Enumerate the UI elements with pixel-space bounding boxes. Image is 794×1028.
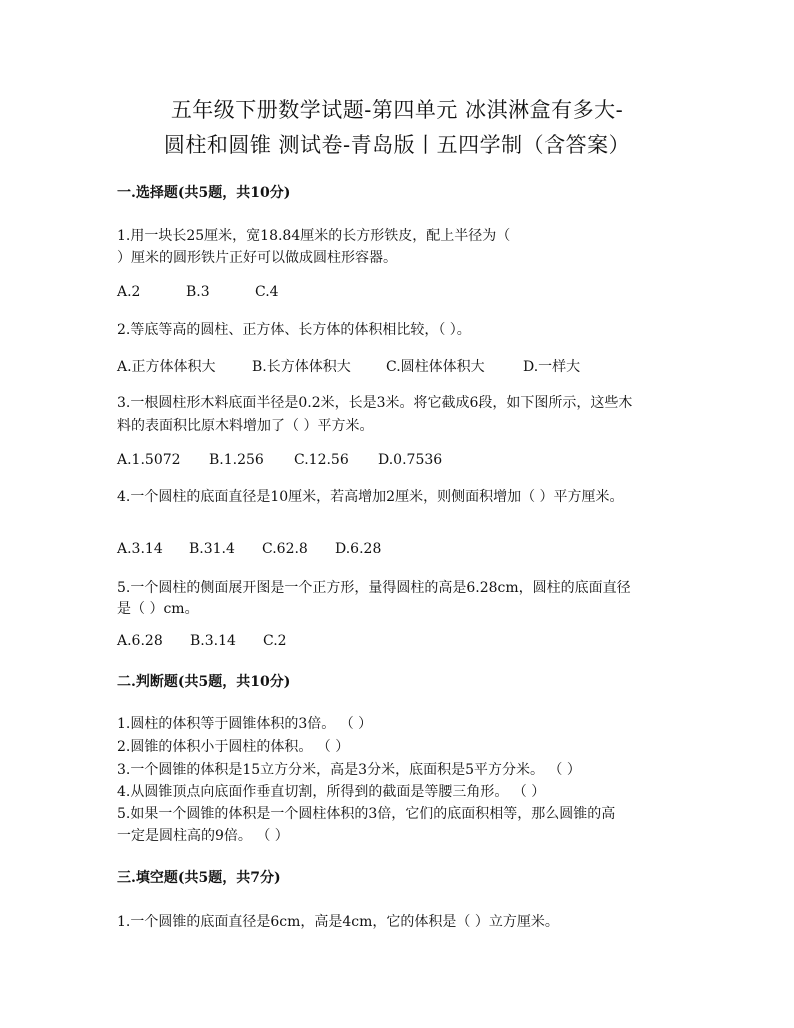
question-3-options (117, 452, 442, 468)
question-5-text-line-2: 是（ ）cm。 (117, 601, 199, 617)
question-3-option-c: C.12.56 (294, 452, 349, 468)
judgement-item-1: 1.圆柱的体积等于圆锥体积的3倍。 （ ） (117, 716, 373, 732)
question-1-option-c: C.4 (255, 284, 279, 300)
question-1-text-line-1: 1.用一块长25厘米，宽18.84厘米的长方形铁皮，配上半径为（ (117, 228, 511, 244)
question-5-option-a: A.6.28 (117, 633, 163, 649)
judgement-item-4: 4.从圆锥顶点向底面作垂直切割，所得到的截面是等腰三角形。 （ ） (117, 784, 546, 800)
question-3-text-line-1: 3.一根圆柱形木料底面半径是0.2米，长是3米。将它截成6段，如下图所示，这些木 (117, 395, 633, 411)
question-5-option-c: C.2 (263, 633, 287, 649)
question-1-options (117, 284, 279, 300)
section-heading-true-false: 二.判断题(共5题，共10分) (117, 674, 291, 690)
question-2-option-c: C.圆柱体体积大 (386, 359, 485, 375)
question-4-option-b: B.31.4 (189, 541, 235, 557)
question-4-text: 4.一个圆柱的底面直径是10厘米，若高增加2厘米，则侧面积增加（ ）平方厘米。 (117, 489, 624, 505)
question-3-text-line-2: 料的表面积比原木料增加了（ ）平方米。 (117, 418, 374, 434)
question-5-text-line-1: 5.一个圆柱的侧面展开图是一个正方形，量得圆柱的高是6.28cm，圆柱的底面直径 (117, 580, 631, 596)
judgement-item-3: 3.一个圆锥的体积是15立方分米，高是3分米，底面积是5平方分米。 （ ） (117, 762, 581, 778)
question-1-text-line-2: ）厘米的圆形铁片正好可以做成圆柱形容器。 (117, 250, 397, 266)
page-title-line-1: 五年级下册数学试题-第四单元 冰淇淋盒有多大- (170, 98, 624, 122)
question-4-option-c: C.62.8 (262, 541, 308, 557)
question-3-option-b: B.1.256 (209, 452, 264, 468)
question-4-options (117, 541, 381, 557)
question-2-option-d: D.一样大 (523, 359, 581, 375)
question-2-option-b: B.长方体体积大 (252, 359, 351, 375)
question-5-options (117, 633, 287, 649)
question-2-option-a: A.正方体体积大 (117, 359, 216, 375)
question-3-option-d: D.0.7536 (378, 452, 443, 468)
page-title-line-2: 圆柱和圆锥 测试卷-青岛版丨五四学制（含答案） (163, 133, 631, 157)
fill-in-question-1: 1.一个圆锥的底面直径是6cm，高是4cm，它的体积是（ ）立方厘米。 (117, 914, 559, 930)
question-2-text: 2.等底等高的圆柱、正方体、长方体的体积相比较，（ ）。 (117, 322, 471, 338)
judgement-item-2: 2.圆锥的体积小于圆柱的体积。 （ ） (117, 739, 350, 755)
section-heading-multiple-choice: 一.选择题(共5题，共10分) (117, 185, 291, 201)
question-4-option-d: D.6.28 (335, 541, 382, 557)
question-1-option-a: A.2 (117, 284, 141, 300)
question-3-option-a: A.1.5072 (117, 452, 181, 468)
question-4-option-a: A.3.14 (117, 541, 163, 557)
judgement-item-5-line-2: 一定是圆柱高的9倍。 （ ） (117, 828, 289, 844)
question-1-option-b: B.3 (186, 284, 210, 300)
judgement-item-5-line-1: 5.如果一个圆锥的体积是一个圆柱体积的3倍，它们的底面积相等，那么圆锥的高 (117, 806, 616, 822)
question-5-option-b: B.3.14 (190, 633, 236, 649)
section-heading-fill-in: 三.填空题(共5题，共7分) (117, 870, 281, 886)
question-2-options (117, 356, 580, 376)
